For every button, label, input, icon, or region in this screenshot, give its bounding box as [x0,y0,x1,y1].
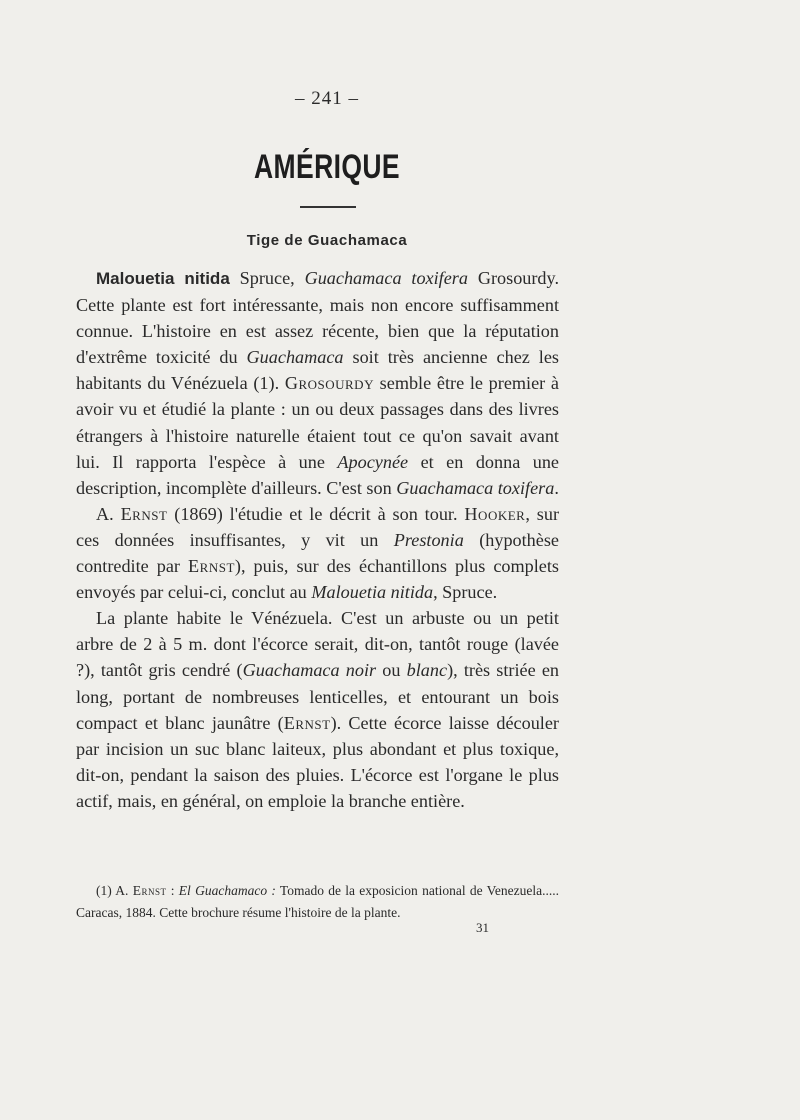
italic-run: El Guachamaco : [178,883,276,898]
italic-run: Guachamaca toxifera [396,477,555,498]
text-run: , sur ces données insuffisantes, y vit un [76,503,559,550]
text-run: La plante habite le Vénézuela. C'est un arbuste ou un petit arbre de 2 à 5 m. dont l'écorce serait, dit-on, tantôt rouge (lavée ?), tantôt gris cendré ( [76,608,559,681]
text-run: : [166,883,179,898]
italic-run: Guachamaca toxifera [304,268,468,288]
signature-mark: 31 [476,920,489,935]
text-run: Tomado de la exposicion national de Venezuela..... Caracas, 1884. Cette brochure résume l'histoire de la plante. [76,883,559,920]
text-run: ), puis, sur des échantillons plus complets envoyés par celui-ci, conclut au [76,556,560,603]
text-run: ), très striée en long, portant de nombreuses lenticelles, et entourant un bois compact et blanc jaunâtre ( [76,660,560,733]
text-run: ). Cette écorce laisse découler par incision un suc blanc laiteux, plus abondant et plus toxique, dit-on, pendant la saison des pluies. L'écorce est l'organe le plus actif, mais, en général, on emploie la branche entière. [76,712,559,811]
footnote-text [76,880,559,924]
author-name: Ernst [132,883,167,898]
text-run: semble être le premier à avoir vu et étudié la plante : un ou deux passages dans des livres étrangers à l'histoire naturelle étaient tout ce qu'on savait avant lui. Il rapporta l'espèce à une [76,373,559,472]
paragraph-2 [76,501,559,605]
italic-run: Apocynée [337,451,409,472]
text-run: . [554,477,559,498]
title-rule [300,206,356,208]
species-name: Malouetia nitida [96,269,230,288]
text-run: (hypothèse contredite par [76,529,559,577]
text-run: (1) A. [96,883,133,898]
section-title: AMÉRIQUE [253,148,401,186]
author-name: Hooker [464,503,526,524]
paragraph-1 [76,265,559,501]
text-run: , Spruce. [433,582,498,603]
text-run: et en donna une description, incomplète d'ailleurs. C'est son [76,451,560,498]
italic-run: Guachamaca [246,347,344,368]
text-run: Grosourdy. Cette plante est fort intéressante, mais non encore suffisamment connue. L'histoire en est assez récente, bien que la réputation d'extrême toxicité du [76,268,559,368]
text-run: soit très ancienne chez les habitants du Vénézuela (1). [76,347,559,394]
text-run: Spruce, [229,268,305,288]
author-name: Ernst [283,712,331,733]
text-run: ou [376,660,407,681]
italic-run: Prestonia [393,529,464,550]
italic-run: blanc [406,660,448,681]
text-run: A. [96,503,121,524]
body-text [76,265,559,814]
footnote [76,880,559,924]
italic-run: Guachamaca noir [242,660,377,681]
author-name: Grosourdy [284,373,374,394]
author-name: Ernst [120,503,168,524]
author-name: Ernst [188,556,235,577]
page-number: – 241 – [295,88,359,109]
italic-run: Malouetia nitida [311,582,434,603]
subtitle: Tige de Guachamaca [246,232,408,249]
text-run: (1869) l'étudie et le décrit à son tour. [167,503,465,524]
paragraph-3 [76,605,559,814]
